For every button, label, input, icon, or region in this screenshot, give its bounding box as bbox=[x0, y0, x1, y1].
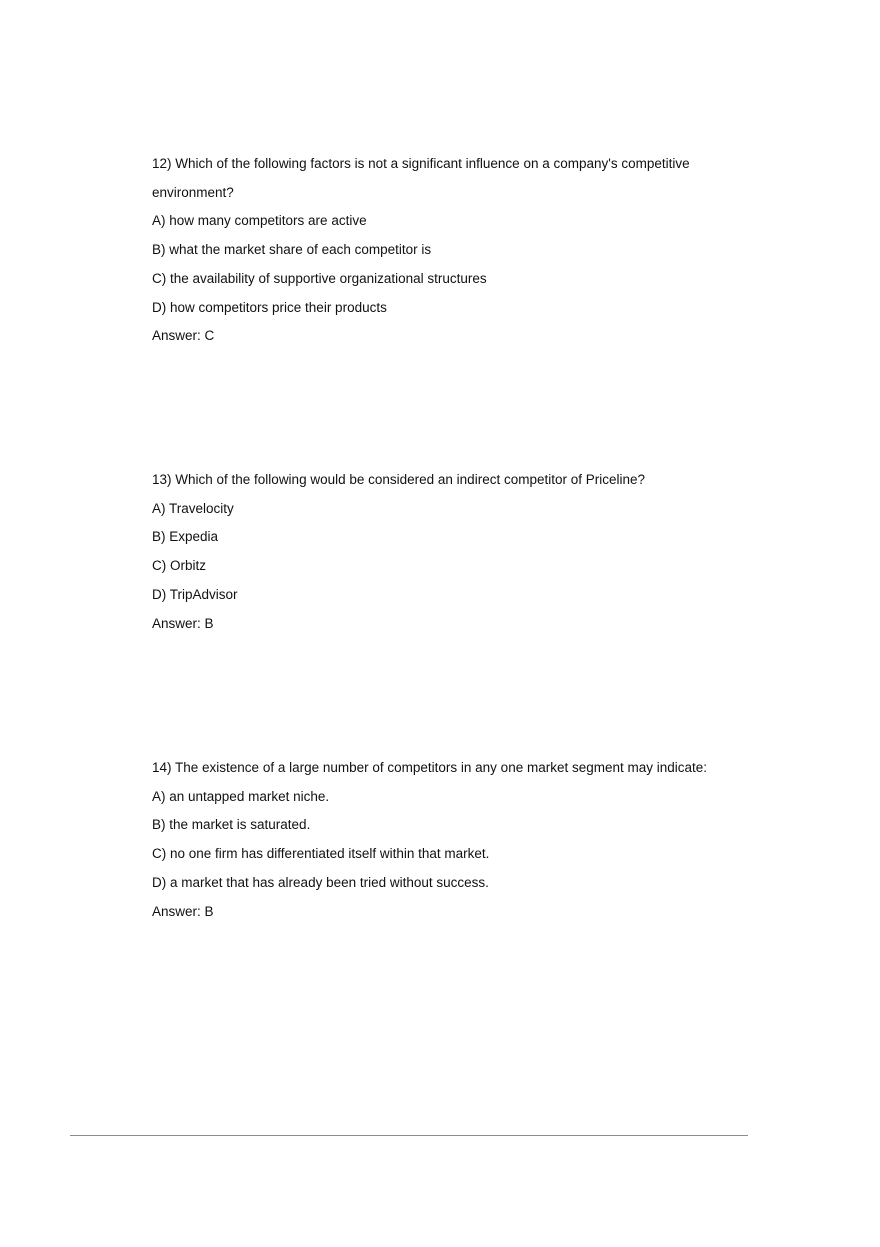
answer-line: Answer: B bbox=[152, 615, 214, 631]
option-c: C) no one firm has differentiated itself within that market. bbox=[152, 846, 490, 862]
option-c: C) Orbitz bbox=[152, 558, 206, 574]
option-b: B) Expedia bbox=[152, 529, 219, 545]
option-a: A) an untapped market niche. bbox=[152, 788, 330, 804]
option-b: B) what the market share of each competitor is bbox=[152, 242, 432, 258]
question-12 bbox=[152, 150, 712, 351]
question-stem: 12) Which of the following factors is not a significant influence on a company's competitive bbox=[152, 156, 690, 171]
option-a: A) Travelocity bbox=[152, 500, 234, 516]
option-d: D) TripAdvisor bbox=[152, 586, 238, 602]
answer-line: Answer: C bbox=[152, 328, 215, 344]
question-stem: 13) Which of the following would be considered an indirect competitor of Priceline? bbox=[152, 472, 646, 487]
option-a: A) how many competitors are active bbox=[152, 213, 367, 229]
answer-line: Answer: B bbox=[152, 903, 214, 919]
option-c: C) the availability of supportive organizational structures bbox=[152, 270, 487, 286]
question-14 bbox=[152, 754, 712, 926]
footer-divider bbox=[70, 1135, 748, 1136]
option-d: D) a market that has already been tried without success. bbox=[152, 874, 489, 890]
option-b: B) the market is saturated. bbox=[152, 817, 311, 833]
question-stem: 14) The existence of a large number of competitors in any one market segment may indicate: bbox=[152, 760, 708, 775]
question-13 bbox=[152, 466, 712, 638]
option-d: D) how competitors price their products bbox=[152, 299, 387, 315]
question-stem-continued: environment? bbox=[152, 184, 234, 200]
